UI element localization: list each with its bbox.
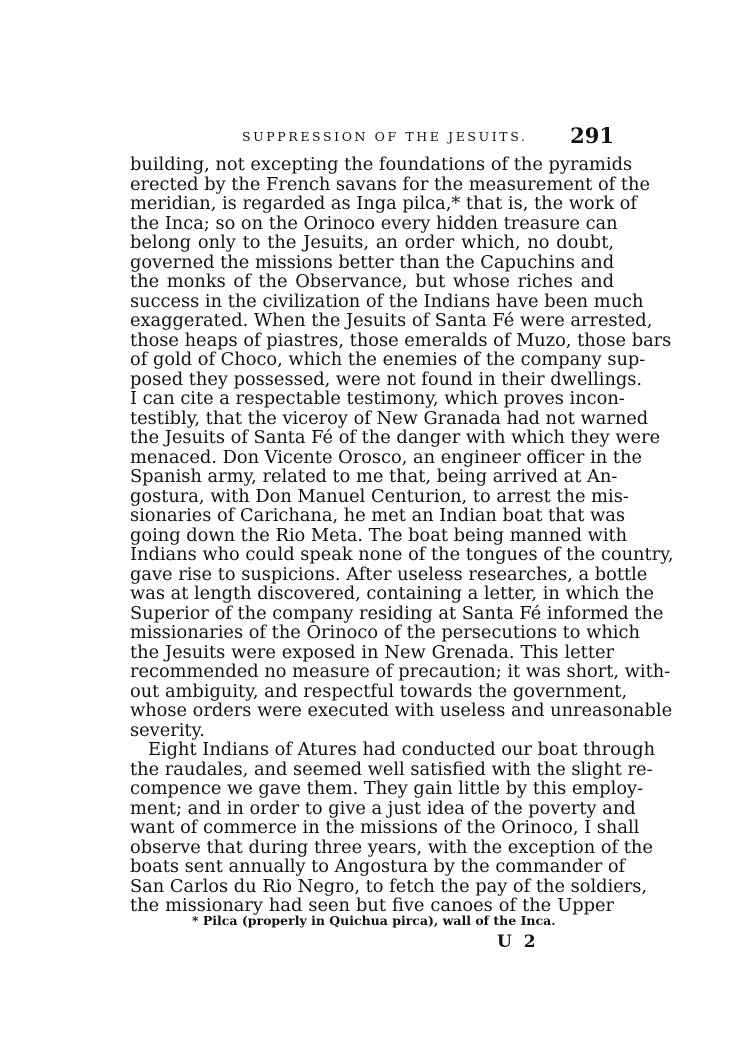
text-line: building, not excepting the foundations of the pyramids (130, 154, 633, 175)
text-line: the missionary had seen but five canoes of the Upper (130, 895, 614, 916)
body-text (130, 154, 674, 916)
text-line: compence we gave them. They gain little by this employ- (130, 778, 644, 799)
text-line: testibly, that the viceroy of New Granada had not warned (130, 407, 649, 429)
text-line: going down the Rio Meta. The boat being manned with (130, 524, 628, 546)
text-line: those heaps of piastres, those emeralds of Muzo, those bars (130, 329, 672, 351)
text-line: observe that during three years, with the exception of the (130, 836, 653, 858)
text-line: the raudales, and seemed well satisfied with the slight re- (130, 758, 653, 780)
signature-mark: U 2 (497, 932, 539, 952)
text-line-paragraph-end: severity. (130, 719, 205, 741)
text-line: the Inca; so on the Orinoco every hidden treasure can (130, 212, 618, 234)
text-line: Spanish army, related to me that, being arrived at An- (130, 466, 618, 487)
text-line-paragraph-start: Eight Indians of Atures had conducted our boat through (148, 739, 656, 760)
text-line: was at length discovered, containing a letter, in which the (130, 583, 655, 604)
text-line: governed the missions better than the Capuchins and (130, 251, 615, 273)
text-line: of gold of Choco, which the enemies of the company sup- (130, 349, 646, 370)
text-line: San Carlos du Rio Negro, to fetch the pay of the soldiers, (130, 875, 648, 897)
text-line: menaced. Don Vicente Orosco, an engineer officer in the (130, 446, 642, 468)
text-line: the monks of the Observance, but whose riches and (130, 271, 614, 292)
text-line: boats sent annually to Angostura by the commander of (130, 856, 626, 877)
text-line: want of commerce in the missions of the Orinoco, I shall (130, 817, 640, 838)
text-line: exaggerated. When the Jesuits of Santa Fé were arrested, (130, 310, 653, 331)
text-line: meridian, is regarded as Inga pilca,* that is, the work of (130, 193, 637, 214)
text-line: the Jesuits of Santa Fé of the danger with which they were (130, 427, 661, 448)
footnote: * Pilca (properly in Quichua pirca), wall of the Inca. (192, 913, 556, 928)
text-line: I can cite a respectable testimony, which proves incon- (130, 388, 625, 409)
running-title: SUPPRESSION OF THE JESUITS. (242, 129, 528, 144)
text-line: belong only to the Jesuits, an order which, no doubt, (130, 232, 614, 253)
page-number: 291 (570, 123, 614, 148)
text-line: ment; and in order to give a just idea of the poverty and (130, 797, 636, 819)
text-line: the Jesuits were exposed in New Grenada. This letter (130, 641, 614, 663)
text-line: out ambiguity, and respectful towards the government, (130, 680, 628, 702)
text-line: recommended no measure of precaution; it was short, with- (130, 661, 671, 682)
text-line: missionaries of the Orinoco of the persecutions to which (130, 622, 640, 643)
text-line: Indians who could speak none of the tongues of the country, (130, 544, 674, 565)
text-line: sionaries of Carichana, he met an Indian boat that was (130, 505, 625, 526)
text-line: gostura, with Don Manuel Centurion, to arrest the mis- (130, 485, 629, 507)
text-line: whose orders were executed with useless and unreasonable (130, 700, 673, 721)
text-line: posed they possessed, were not found in their dwellings. (130, 368, 643, 390)
text-line: gave rise to suspicions. After useless researches, a bottle (130, 563, 648, 585)
running-head (130, 123, 614, 153)
text-line: success in the civilization of the Indians have been much (130, 290, 644, 312)
text-line: Superior of the company residing at Santa Fé informed the (130, 602, 664, 624)
text-line: erected by the French savans for the measurement of the (130, 173, 651, 195)
